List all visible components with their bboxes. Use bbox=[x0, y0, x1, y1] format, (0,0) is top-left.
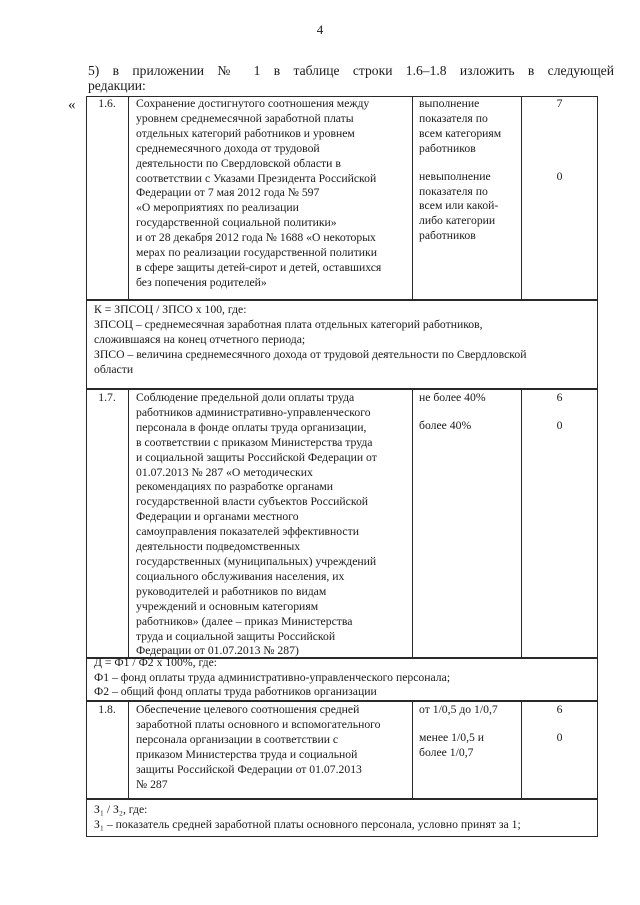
criteria-line: выполнение bbox=[419, 97, 480, 110]
points-value: 7 bbox=[556, 97, 563, 110]
criteria-line: показателя по bbox=[419, 184, 488, 198]
row-1-6-divider bbox=[128, 96, 129, 300]
text-line: Соблюдение предельной доли оплаты труда bbox=[136, 391, 355, 404]
text-line: в сфере защиты детей-сирот и детей, оставшихся bbox=[136, 260, 382, 274]
text-line: сложившаяся на конец отчетного периода; bbox=[94, 333, 306, 346]
text-line: государственной социальной политики» bbox=[136, 216, 337, 230]
row-1-6-number: 1.6. bbox=[98, 97, 116, 110]
row-1-6-divider bbox=[412, 96, 413, 300]
criteria-line: работников bbox=[419, 229, 476, 243]
text-line: Сохранение достигнутого соотношения между bbox=[136, 97, 370, 110]
text-line: работников административно-управленческого bbox=[136, 405, 371, 419]
text-line: «О мероприятиях по реализации bbox=[136, 201, 299, 215]
row-1-7-formula-text bbox=[94, 656, 594, 700]
text-line: отдельных категорий работников и уровнем bbox=[136, 126, 355, 140]
text-line: деятельности подведомственных bbox=[136, 540, 301, 554]
text-line: К = ЗПСОЦ / ЗПСО х 100, где: bbox=[94, 303, 247, 316]
text-line: Ф1 – фонд оплаты труда административно-управленческого персонала; bbox=[94, 670, 451, 684]
row-1-6-description bbox=[136, 97, 412, 291]
text-line: защиты Российской Федерации от 01.07.2013 bbox=[136, 762, 362, 776]
text-line: З₁ / З₂, где: bbox=[94, 803, 148, 816]
criteria-line: от 1/0,5 до 1/0,7 bbox=[419, 703, 498, 716]
page-number: 4 bbox=[316, 22, 324, 37]
row-1-6-formula-text bbox=[94, 302, 594, 377]
text-line: без попечения родителей» bbox=[136, 275, 267, 289]
text-line: работников» (далее – приказ Министерства bbox=[136, 614, 353, 628]
text-line: соответствии с Указами Президента Российской bbox=[136, 171, 377, 185]
intro-line-1: 5) в приложении № 1 в таблице строки 1.6–1.8 изложить в следующей bbox=[88, 63, 614, 78]
text-line: государственной власти субъектов Российской bbox=[136, 495, 369, 509]
row-1-7-divider bbox=[128, 389, 129, 658]
intro-line-2: редакции: bbox=[88, 78, 146, 93]
text-line: Ф2 – общий фонд оплаты труда работников организации bbox=[94, 685, 377, 699]
text-line: труда и социальной защиты Российской bbox=[136, 629, 336, 643]
text-line: уровнем среднемесячной заработной платы bbox=[136, 111, 354, 125]
criteria-line: менее 1/0,5 и bbox=[419, 730, 485, 744]
text-line: деятельности по Свердловской области в bbox=[136, 156, 341, 170]
text-line: среднемесячного дохода от трудовой bbox=[136, 141, 320, 155]
points-value: 6 bbox=[556, 391, 563, 404]
text-line: и от 28 декабря 2012 года № 1688 «О некоторых bbox=[136, 231, 376, 245]
text-line: персонала в фонде оплаты труда организации, bbox=[136, 420, 367, 434]
row-1-6-criteria bbox=[419, 97, 519, 244]
text-line: в соответствии с приказом Министерства труда bbox=[136, 435, 373, 449]
criteria-line: показателя по bbox=[419, 111, 488, 125]
text-line: Д = Ф1 / Ф2 х 100%, где: bbox=[94, 656, 218, 669]
text-line: самоуправления показателей эффективности bbox=[136, 525, 359, 539]
text-line: заработной платы основного и вспомогательного bbox=[136, 717, 381, 731]
text-line: приказом Министерства труда и социальной bbox=[136, 747, 358, 761]
criteria-line: всем категориям bbox=[419, 126, 502, 140]
text-line: рекомендациях по разработке органами bbox=[136, 480, 334, 494]
text-line: области bbox=[94, 363, 134, 376]
row-1-8-number: 1.8. bbox=[98, 703, 116, 716]
points-value: 0 bbox=[556, 730, 563, 744]
text-line: Федерации и органами местного bbox=[136, 510, 299, 524]
text-line: Федерации от 7 мая 2012 года № 597 bbox=[136, 186, 320, 200]
text-line: социального обслуживания населения, их bbox=[136, 569, 345, 583]
criteria-line: невыполнение bbox=[419, 169, 491, 183]
criteria-line: работников bbox=[419, 141, 476, 155]
row-1-8-points bbox=[521, 703, 598, 746]
text-line: Федерации от 01.07.2013 № 287) bbox=[136, 644, 299, 658]
row-1-7-criteria bbox=[419, 391, 519, 434]
row-1-7-description bbox=[136, 391, 412, 659]
text-line: Обеспечение целевого соотношения средней bbox=[136, 703, 360, 716]
points-value: 0 bbox=[556, 418, 563, 432]
text-line: ЗПСО – величина среднемесячного дохода от трудовой деятельности по Свердловской bbox=[94, 348, 527, 361]
criteria-line: либо категории bbox=[419, 214, 496, 228]
text-line: мерах по реализации государственной политики bbox=[136, 246, 377, 260]
row-1-8-divider bbox=[128, 701, 129, 799]
row-1-7-divider bbox=[412, 389, 413, 658]
criteria-line: более 40% bbox=[419, 418, 472, 432]
points-value: 0 bbox=[556, 169, 563, 183]
criteria-line: всем или какой- bbox=[419, 199, 499, 213]
opening-quote: « bbox=[68, 97, 76, 113]
text-line: учреждений и основным категориям bbox=[136, 599, 319, 613]
criteria-line: более 1/0,7 bbox=[419, 745, 474, 759]
points-value: 6 bbox=[556, 703, 563, 716]
criteria-line: не более 40% bbox=[419, 391, 486, 404]
text-line: 01.07.2013 № 287 «О методических bbox=[136, 465, 313, 479]
row-1-6-points bbox=[521, 97, 598, 185]
row-1-8-divider bbox=[412, 701, 413, 799]
row-1-8-formula-text bbox=[94, 802, 594, 832]
text-line: персонала организации в соответствии с bbox=[136, 732, 339, 746]
row-1-8-description bbox=[136, 703, 412, 792]
text-line: ЗПСОЦ – среднемесячная заработная плата отдельных категорий работников, bbox=[94, 318, 483, 331]
row-1-7-number: 1.7. bbox=[98, 391, 116, 404]
text-line: и социальной защиты Российской Федерации от bbox=[136, 450, 377, 464]
row-1-7-points bbox=[521, 391, 598, 434]
text-line: З₁ – показатель средней заработной платы основного персонала, условно принят за 1; bbox=[94, 818, 521, 831]
text-line: государственных (муниципальных) учреждений bbox=[136, 554, 377, 568]
text-line: № 287 bbox=[136, 777, 168, 791]
row-1-8-criteria bbox=[419, 703, 519, 761]
text-line: руководителей и работников по видам bbox=[136, 584, 327, 598]
